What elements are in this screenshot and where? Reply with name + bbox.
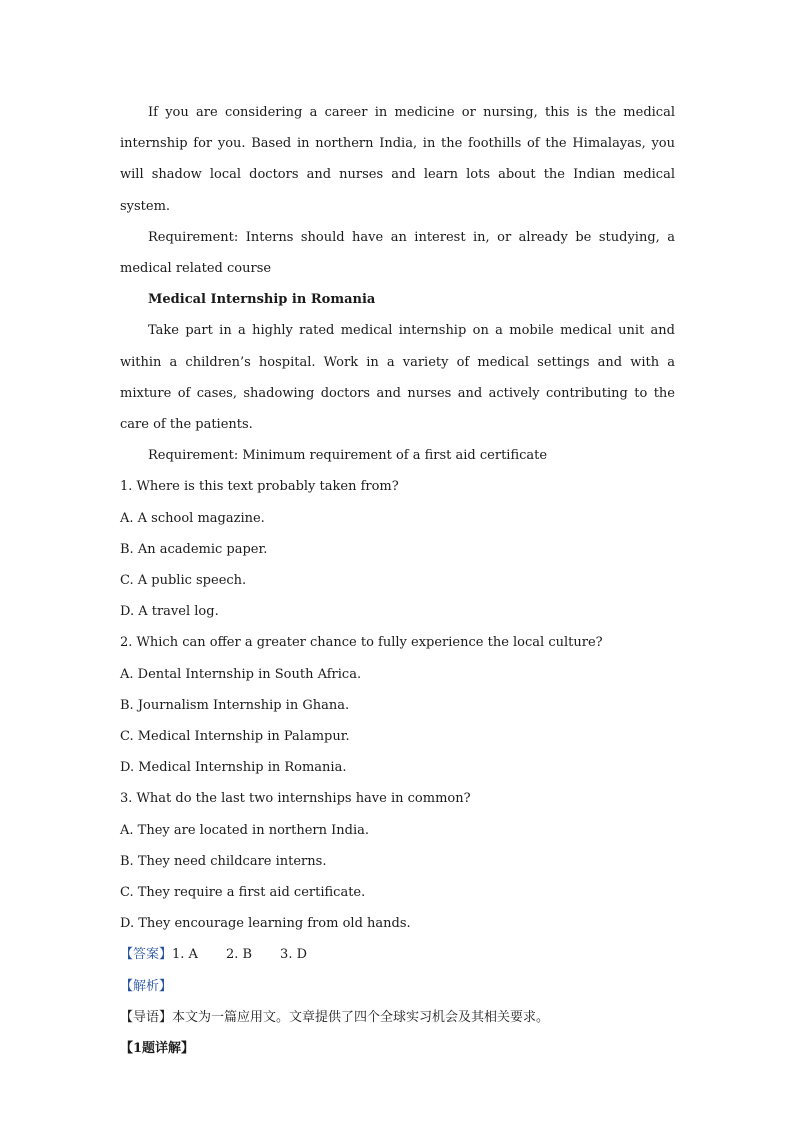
answer-option: D. They encourage learning from old hands. [120,916,411,932]
passage-requirement: Requirement: Interns should have an interest in, or already be studying, a medical related course [120,229,675,277]
answer-3: 3. D [280,947,308,963]
question-1-detail-heading: 【1题详解】 [120,1041,195,1057]
question-stem: 3. What do the last two internships have in common? [120,791,471,807]
answer-option: C. They require a first aid certificate. [120,885,366,901]
intro-tag: 【导语】 [120,1009,173,1025]
answer-option: B. Journalism Internship in Ghana. [120,697,350,713]
question-stem: 1. Where is this text probably taken from? [120,479,399,495]
answer-1: 1. A [172,947,198,963]
answer-option: C. Medical Internship in Palampur. [120,729,350,745]
answer-key [120,939,675,970]
analysis-intro [120,1002,675,1033]
question-stem: 2. Which can offer a greater chance to fully experience the local culture? [120,635,603,651]
answer-option: D. Medical Internship in Romania. [120,760,347,776]
question-2 [120,627,675,783]
answer-option: A. A school magazine. [120,510,265,526]
romania-heading: Medical Internship in Romania [148,292,376,308]
answer-tag: 【答案】 [120,947,173,963]
passage-requirement: Requirement: Minimum requirement of a first aid certificate [148,448,548,464]
answer-option: B. They need childcare interns. [120,853,327,869]
answer-option: A. They are located in northern India. [120,822,369,838]
document-page [120,97,675,1064]
intro-text: 本文为一篇应用文。文章提供了四个全球实习机会及其相关要求。 [172,1009,550,1025]
answer-option: A. Dental Internship in South Africa. [120,666,362,682]
answer-2: 2. B [225,947,253,963]
question-1 [120,471,675,627]
analysis-tag: 【解析】 [120,978,173,994]
answer-option: C. A public speech. [120,573,247,589]
question-3 [120,783,675,939]
analysis-heading [120,971,675,1002]
answer-option: B. An academic paper. [120,541,268,557]
passage-paragraph: Take part in a highly rated medical internship on a mobile medical unit and within a children’s hospital. Work in a variety of medical settings and with a mixture of cases, shadowing doctors and nurses and actively contributing to the care of the patients. [120,323,675,433]
passage-paragraph: If you are considering a career in medicine or nursing, this is the medical internship for you. Based in northern India, in the foothills of the Himalayas, you will shadow local doctors and nurses and learn lots about the Indian medical system. [120,105,675,214]
answer-option: D. A travel log. [120,604,219,620]
